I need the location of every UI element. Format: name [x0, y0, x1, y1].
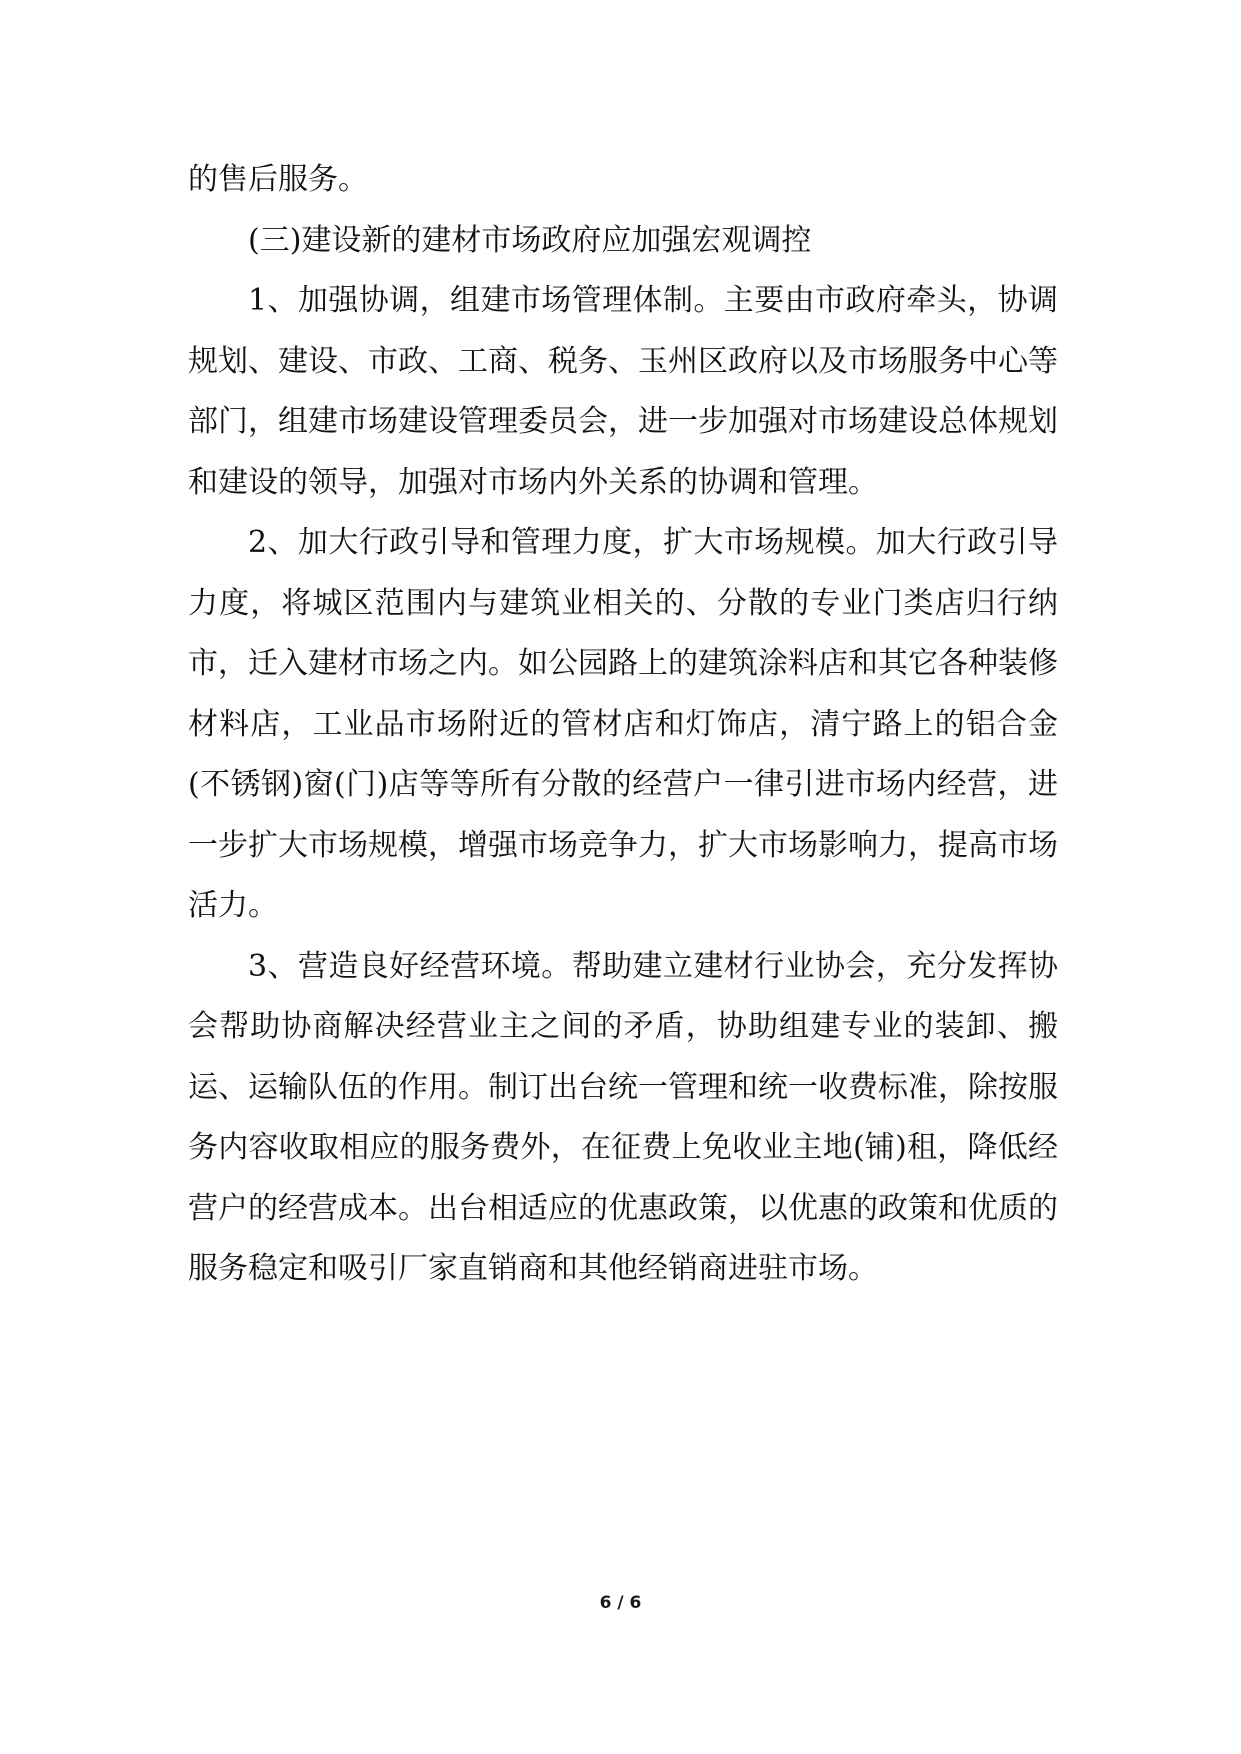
page-number: 6 / 6 — [599, 1593, 642, 1613]
paragraph-item-2: 2、加大行政引导和管理力度，扩大市场规模。加大行政引导力度，将城区范围内与建筑业相关的、分散的专业门类店归行纳市，迁入建材市场之内。如公园路上的建筑涂料店和其它各种装修材料店，工业品市场附近的管材店和灯饰店，清宁路上的铝合金(不锈钢)窗(门)店等等所有分散的经营户一律引进市场内经营，进一步扩大市场规模，增强市场竞争力，扩大市场影响力，提高市场活力。 — [188, 525, 1058, 923]
section-heading: (三)建设新的建材市场政府应加强宏观调控 — [248, 222, 812, 258]
document-body — [188, 150, 1058, 1300]
paragraph-continuation: 的售后服务。 — [188, 162, 368, 197]
paragraph-item-1: 1、加强协调，组建市场管理体制。主要由市政府牵头，协调规划、建设、市政、工商、税务、玉州区政府以及市场服务中心等部门，组建市场建设管理委员会，进一步加强对市场建设总体规划和建设的领导，加强对市场内外关系的协调和管理。 — [188, 283, 1058, 500]
paragraph-item-3: 3、营造良好经营环境。帮助建立建材行业协会，充分发挥协会帮助协商解决经营业主之间的矛盾，协助组建专业的装卸、搬运、运输队伍的作用。制订出台统一管理和统一收费标准，除按服务内容收取相应的服务费外，在征费上免收业主地(铺)租，降低经营户的经营成本。出台相适应的优惠政策，以优惠的政策和优质的服务稳定和吸引厂家直销商和其他经销商进驻市场。 — [188, 948, 1058, 1286]
